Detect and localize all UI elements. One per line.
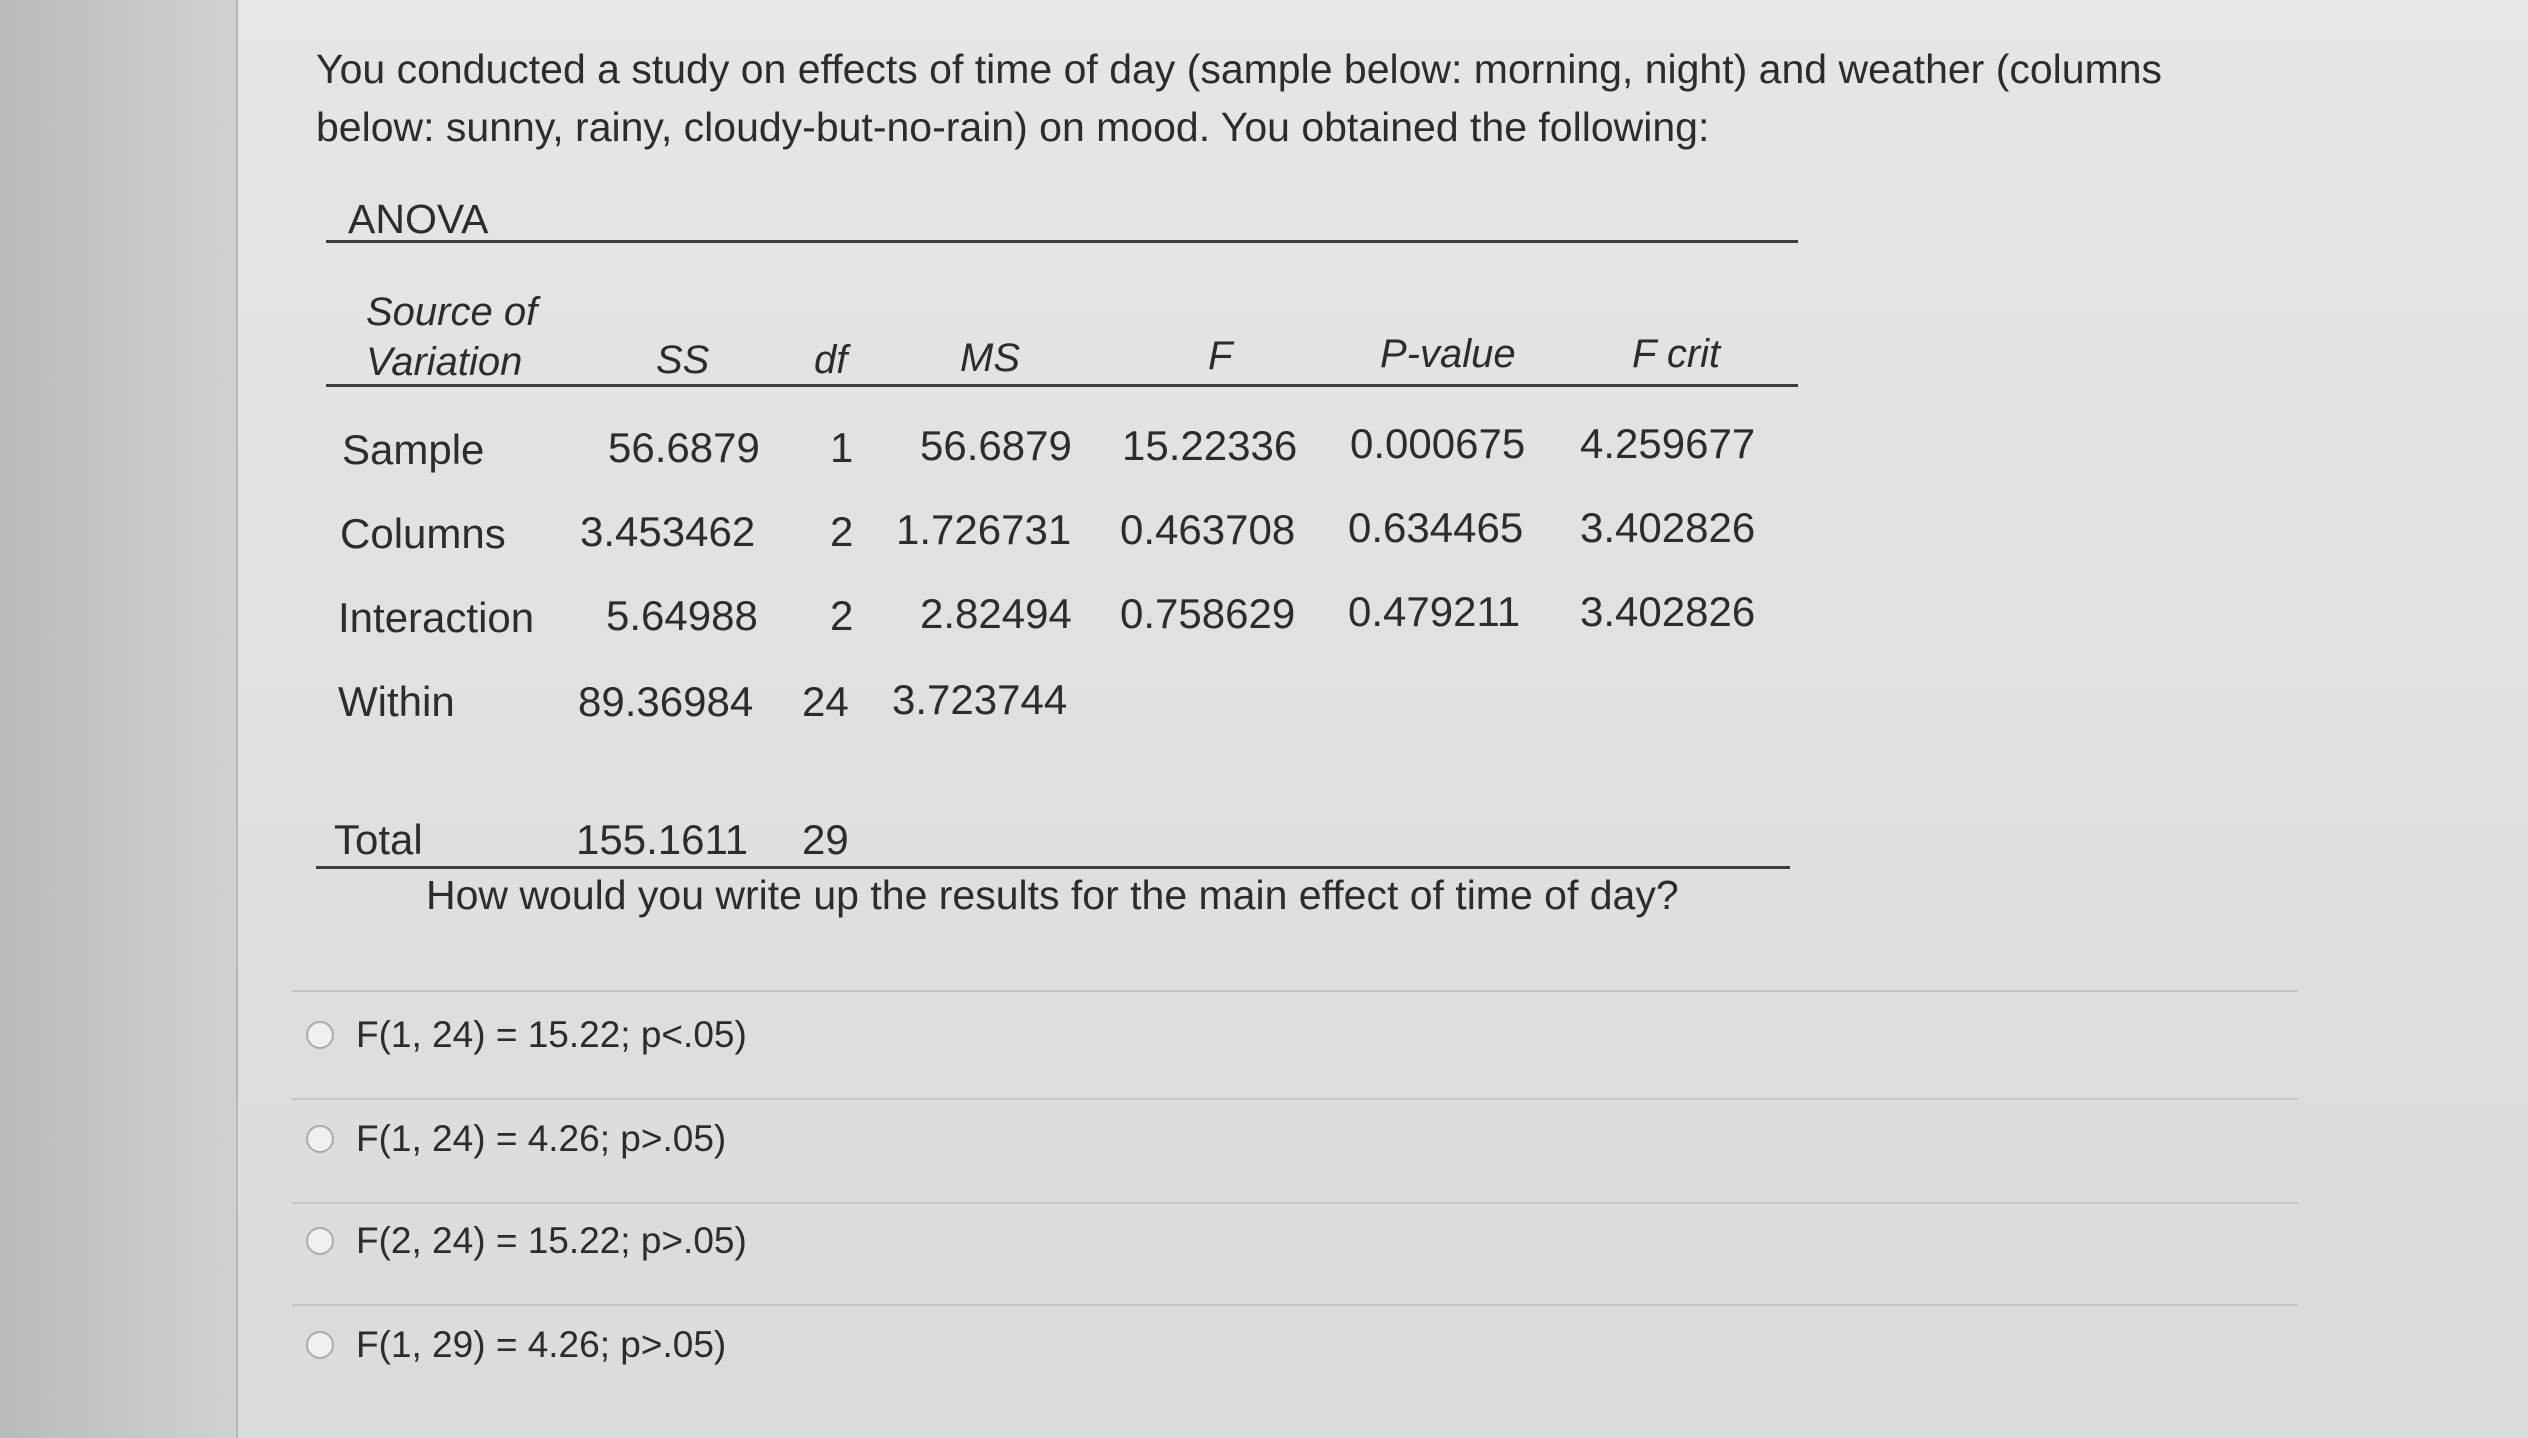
answer-option-label: F(1, 24) = 15.22; p<.05) bbox=[356, 1014, 747, 1055]
answer-option-4[interactable] bbox=[306, 1320, 726, 1370]
row-sample-ms: 56.6879 bbox=[920, 422, 1072, 469]
row-within-ms: 3.723744 bbox=[892, 676, 1068, 723]
answer-option-label: F(1, 29) = 4.26; p>.05) bbox=[356, 1324, 727, 1365]
radio-button[interactable] bbox=[306, 1021, 334, 1049]
option-separator bbox=[292, 1098, 2298, 1100]
header-p-value: P-value bbox=[1380, 332, 1516, 376]
radio-button[interactable] bbox=[306, 1227, 334, 1255]
option-separator bbox=[292, 1304, 2298, 1306]
radio-button[interactable] bbox=[306, 1125, 334, 1153]
anova-title-rule bbox=[326, 240, 1798, 243]
row-total-df: 29 bbox=[802, 816, 849, 863]
header-source-line1: Source of bbox=[366, 290, 538, 334]
row-total-ss: 155.1611 bbox=[576, 816, 749, 863]
question-prompt: How would you write up the results for the main effect of time of day? bbox=[426, 872, 1679, 918]
row-interaction-f: 0.758629 bbox=[1120, 590, 1296, 637]
row-columns-ss: 3.453462 bbox=[580, 508, 756, 555]
answer-option-2[interactable] bbox=[306, 1114, 726, 1164]
total-rule bbox=[316, 866, 1790, 869]
row-interaction-p: 0.479211 bbox=[1348, 588, 1521, 635]
row-sample-p: 0.000675 bbox=[1350, 420, 1526, 467]
row-sample-df: 1 bbox=[830, 424, 854, 471]
row-total-source: Total bbox=[334, 816, 423, 863]
header-f-crit: F crit bbox=[1632, 332, 1721, 376]
header-ms: MS bbox=[960, 336, 1020, 380]
row-columns-p: 0.634465 bbox=[1348, 504, 1524, 551]
row-columns-df: 2 bbox=[830, 508, 854, 555]
background-left bbox=[0, 0, 236, 1438]
radio-button[interactable] bbox=[306, 1331, 334, 1359]
row-interaction-ms: 2.82494 bbox=[920, 590, 1072, 637]
row-interaction-ss: 5.64988 bbox=[606, 592, 758, 639]
row-sample-source: Sample bbox=[342, 426, 485, 473]
row-columns-fcrit: 3.402826 bbox=[1580, 504, 1756, 551]
row-within-df: 24 bbox=[802, 678, 849, 725]
header-df: df bbox=[814, 338, 848, 382]
anova-title: ANOVA bbox=[348, 196, 489, 242]
row-columns-ms: 1.726731 bbox=[896, 506, 1072, 553]
row-columns-source: Columns bbox=[340, 510, 506, 557]
question-text bbox=[316, 40, 2316, 156]
row-within-ss: 89.36984 bbox=[578, 678, 754, 725]
row-columns-f: 0.463708 bbox=[1120, 506, 1296, 553]
row-interaction-df: 2 bbox=[830, 592, 854, 639]
row-sample-f: 15.22336 bbox=[1122, 422, 1298, 469]
answer-option-1[interactable] bbox=[306, 1010, 747, 1060]
question-line-1: You conducted a study on effects of time of day (sample below: morning, night) and weather (columns bbox=[316, 46, 2163, 92]
question-line-2: below: sunny, rainy, cloudy-but-no-rain) on mood. You obtained the following: bbox=[316, 104, 1710, 150]
option-separator bbox=[292, 1202, 2298, 1204]
header-f: F bbox=[1208, 334, 1233, 378]
header-rule bbox=[326, 384, 1798, 387]
row-interaction-fcrit: 3.402826 bbox=[1580, 588, 1756, 635]
answer-option-label: F(1, 24) = 4.26; p>.05) bbox=[356, 1118, 727, 1159]
answer-option-3[interactable] bbox=[306, 1216, 747, 1266]
row-interaction-source: Interaction bbox=[338, 594, 535, 641]
row-sample-fcrit: 4.259677 bbox=[1580, 420, 1756, 467]
answer-option-label: F(2, 24) = 15.22; p>.05) bbox=[356, 1220, 747, 1261]
option-separator bbox=[292, 990, 2298, 992]
row-within-source: Within bbox=[338, 678, 455, 725]
header-ss: SS bbox=[656, 338, 710, 382]
row-sample-ss: 56.6879 bbox=[608, 424, 760, 471]
header-source-line2: Variation bbox=[366, 340, 523, 384]
